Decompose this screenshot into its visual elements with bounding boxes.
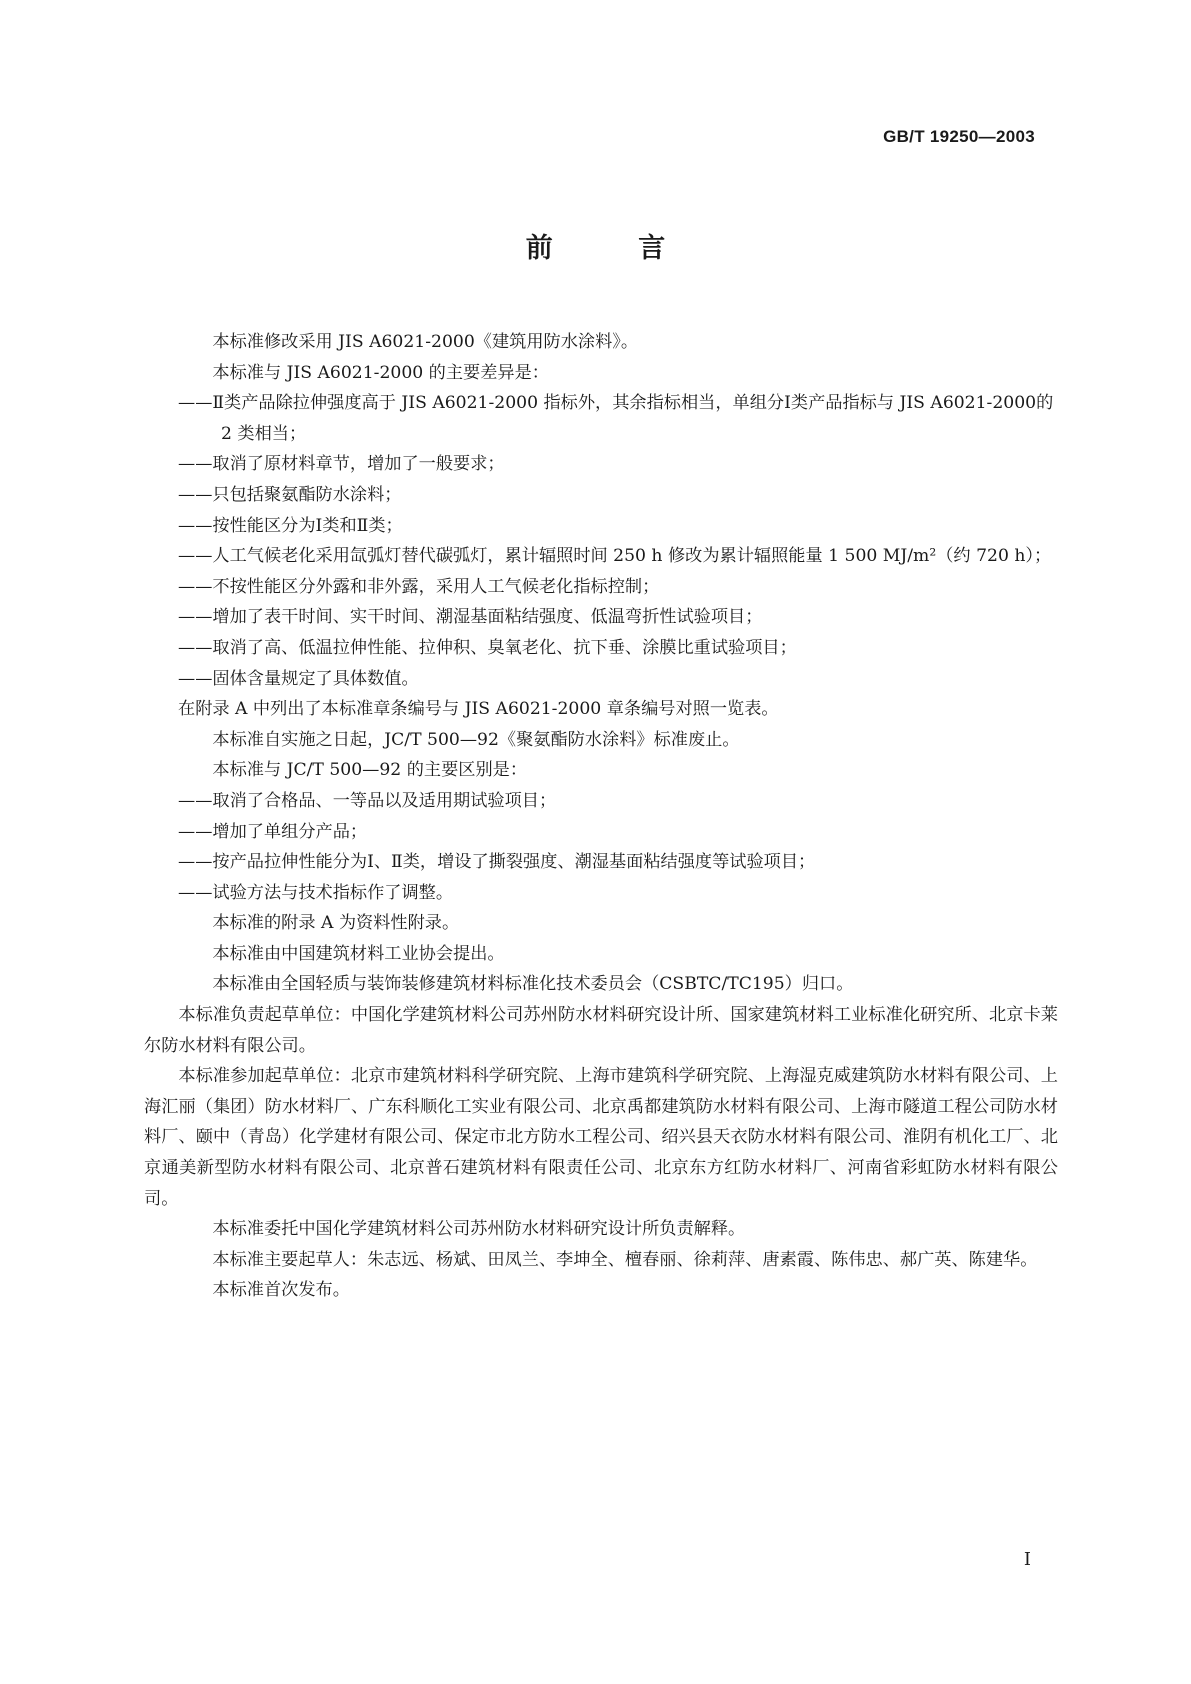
paragraph: 本标准负责起草单位：中国化学建筑材料公司苏州防水材料研究设计所、国家建筑材料工业标准化研究所、北京卡莱尔防水材料有限公司。 [144, 1005, 1058, 1056]
paragraph: 本标准参加起草单位：北京市建筑材料科学研究院、上海市建筑科学研究院、上海湿克威建筑防水材料有限公司、上海汇丽（集团）防水材料厂、广东科顺化工实业有限公司、北京禹都建筑防水材料有限公司、上海市隧道工程公司防水材料厂、颐中（青岛）化学建材有限公司、保定市北方防水工程公司、绍兴县天衣防水材料有限公司、淮阴有机化工厂、北京通美新型防水材料有限公司、北京普石建筑材料有限责任公司、北京东方红防水材料厂、河南省彩虹防水材料有限公司。 [144, 1066, 1058, 1209]
list-item: ——试验方法与技术指标作了调整。 [178, 882, 454, 903]
list-item: ——取消了原材料章节，增加了一般要求； [178, 454, 505, 475]
paragraph: 本标准与 JC/T 500—92 的主要区别是： [212, 760, 528, 781]
paragraph: 本标准自实施之日起，JC/T 500—92《聚氨酯防水涂料》标准废止。 [212, 729, 740, 750]
paragraph: 本标准与 JIS A6021-2000 的主要差异是： [212, 362, 549, 383]
list-item: ——取消了高、低温拉伸性能、拉伸积、臭氧老化、抗下垂、涂膜比重试验项目； [178, 637, 797, 658]
list-item: ——固体含量规定了具体数值。 [178, 668, 419, 689]
list-item: ——取消了合格品、一等品以及适用期试验项目； [178, 790, 557, 811]
page-number: I [1023, 1549, 1031, 1570]
paragraph: 本标准主要起草人：朱志远、杨斌、田凤兰、李坤全、檀春丽、徐莉萍、唐素霞、陈伟忠、郝广英、陈建华。 [212, 1249, 1038, 1270]
list-item: ——不按性能区分外露和非外露，采用人工气候老化指标控制； [178, 576, 660, 597]
paragraph: 本标准由全国轻质与装饰装修建筑材料标准化技术委员会（CSBTC/TC195）归口。 [212, 974, 854, 995]
standard-number: GB/T 19250—2003 [883, 127, 1035, 146]
list-item: ——按性能区分为Ⅰ类和Ⅱ类； [178, 515, 403, 536]
list-item: ——增加了单组分产品； [178, 821, 368, 842]
paragraph: 在附录 A 中列出了本标准章条编号与 JIS A6021-2000 章条编号对照一览表。 [178, 699, 779, 720]
list-item: ——增加了表干时间、实干时间、潮湿基面粘结强度、低温弯折性试验项目； [178, 607, 763, 628]
page-title: 前 言 [525, 233, 704, 264]
list-item: ——人工气候老化采用氙弧灯替代碳弧灯，累计辐照时间 250 h 修改为累计辐照能量 1 500 MJ/m²（约 720 h）； [178, 546, 1052, 567]
paragraph: 本标准首次发布。 [212, 1280, 350, 1301]
paragraph: 本标准修改采用 JIS A6021-2000《建筑用防水涂料》。 [212, 332, 639, 352]
foreword-body [144, 327, 1058, 1306]
paragraph: 本标准委托中国化学建筑材料公司苏州防水材料研究设计所负责解释。 [212, 1219, 746, 1240]
paragraph: 本标准由中国建筑材料工业协会提出。 [212, 943, 505, 964]
list-item: ——按产品拉伸性能分为Ⅰ、Ⅱ类，增设了撕裂强度、潮湿基面粘结强度等试验项目； [178, 852, 816, 873]
paragraph: 本标准的附录 A 为资料性附录。 [212, 913, 460, 934]
list-item: ——只包括聚氨酯防水涂料； [178, 484, 402, 505]
list-item: ——Ⅱ类产品除拉伸强度高于 JIS A6021-2000 指标外，其余指标相当，单组分Ⅰ类产品指标与 JIS A6021-2000的 2 类相当； [178, 393, 1054, 444]
